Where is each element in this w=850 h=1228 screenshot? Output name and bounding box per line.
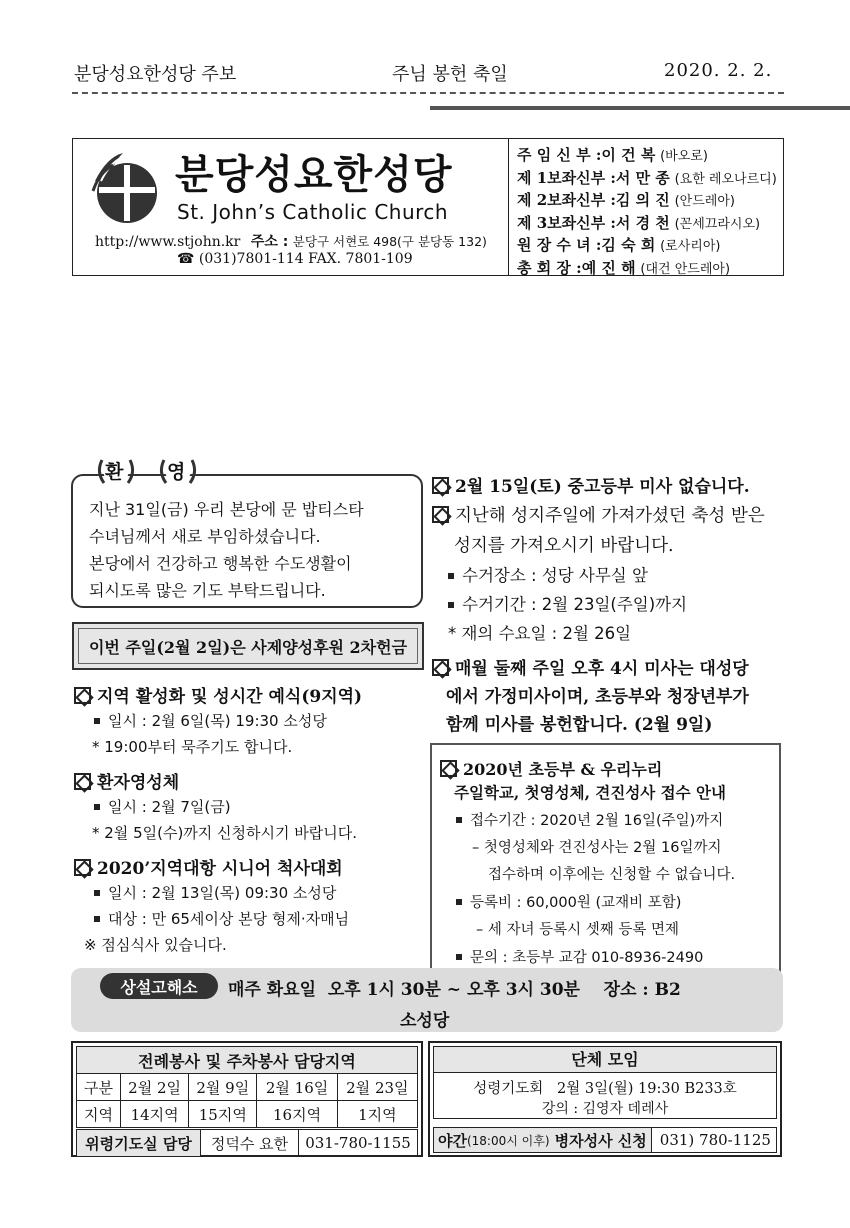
night-service-label: 야간 (18:00시 이후) 병자성사 신청	[434, 1128, 652, 1152]
group-meeting-panel	[433, 1046, 777, 1119]
notice-title: 환자영성체	[74, 768, 426, 796]
welcome-line: 수녀님께서 새로 부임하셨습니다.	[89, 527, 321, 546]
school-period: 접수기간 : 2020년 2월 16일(주일)까지	[456, 809, 723, 830]
special-collection-text: 이번 주일(2월 2일)은 사제양성후원 2차헌금	[78, 628, 418, 664]
bullet-icon	[456, 817, 462, 823]
staff-role: 원 장 수 녀 :	[517, 236, 602, 254]
staff-baptism-name: (바오로)	[660, 149, 708, 164]
service-table-box	[71, 1041, 423, 1157]
notice-title: 지난해 성지주일에 가져가셨던 축성 받은	[432, 502, 784, 532]
notice-title: 매월 둘째 주일 오후 4시 미사는 대성당	[432, 654, 784, 682]
bullet-icon	[456, 954, 462, 960]
staff-name: 김 의 진	[615, 191, 670, 209]
table-header-cell: 구분	[77, 1074, 121, 1101]
checkbox-icon	[74, 859, 91, 876]
staff-row	[517, 213, 777, 236]
welcome-line: 지난 31일(금) 우리 본당에 문 밥티스타	[89, 500, 364, 519]
notice-item: 수거기간 : 2월 23일(주일)까지	[432, 591, 784, 620]
school-contact: 문의 : 초등부 교감 010-8936-2490	[456, 946, 703, 967]
school-registration-box	[430, 743, 781, 973]
notice-title: 2020’지역대항 시니어 척사대회	[74, 854, 426, 882]
confession-text-2: 소성당	[400, 1011, 450, 1031]
bullet-icon	[456, 899, 462, 905]
bullet-icon	[94, 718, 100, 724]
bulletin-name: 분당성요한성당 주보	[74, 64, 237, 85]
table-cell: 1지역	[337, 1101, 417, 1128]
bulletin-date: 2020. 2. 2.	[664, 60, 773, 81]
notice-line: 성지를 가져오시기 바랍니다.	[454, 536, 674, 556]
bullet-icon	[94, 804, 100, 810]
welcome-line: 본당에서 건강하고 행복한 수도생활이	[89, 554, 352, 573]
notice-item: 일시 : 2월 7일(금)	[74, 796, 426, 822]
staff-row	[517, 168, 777, 191]
table-header-cell: 2월 23일	[337, 1074, 417, 1101]
header-dashed-rule	[72, 92, 784, 94]
school-period-note: 접수하며 이후에는 신청할 수 없습니다.	[488, 867, 736, 883]
checkbox-icon	[440, 760, 457, 777]
service-table-title: 전례봉사 및 주차봉사 담당지역	[77, 1047, 418, 1074]
notice-item: ※ 점심식사 있습니다.	[84, 936, 227, 954]
notice-item: 대상 : 만 65세이상 본당 형제·자매님	[74, 908, 426, 934]
table-header-cell: 2월 16일	[257, 1074, 337, 1101]
prayer-room-table	[76, 1129, 418, 1157]
school-title: 2020년 초등부 & 우리누리	[440, 757, 662, 780]
welcome-text	[89, 496, 419, 604]
church-url[interactable]: http://www.stjohn.kr	[95, 234, 241, 250]
notice-item: * 19:00부터 묵주기도 합니다.	[92, 738, 293, 756]
staff-role: 제 1보좌신부 :	[517, 168, 616, 187]
group-meeting-line: 성령기도회 2월 3일(월) 19:30 B233호	[473, 1081, 737, 1097]
table-header-cell: 2월 2일	[121, 1074, 189, 1101]
checkbox-icon	[74, 687, 91, 704]
prayer-room-label: 위령기도실 담당	[77, 1130, 201, 1157]
checkbox-icon	[432, 659, 449, 676]
church-phone: ☎ (031)7801-114 FAX. 7801-109	[177, 251, 413, 267]
church-name-en: St. John’s Catholic Church	[177, 200, 449, 224]
right-notices	[432, 472, 784, 738]
staff-role: 주 임 신 부 :	[517, 146, 602, 164]
church-identity	[73, 139, 509, 275]
school-fee: 등록비 : 60,000원 (교재비 포함)	[456, 891, 681, 912]
notice-item: * 2월 5일(수)까지 신청하시기 바랍니다.	[92, 824, 357, 842]
church-logo-icon	[89, 151, 161, 227]
staff-baptism-name: (대건 안드레아)	[640, 261, 731, 277]
staff-role: 총 회 장 :	[517, 258, 582, 277]
notice-item: 수거장소 : 성당 사무실 앞	[432, 562, 784, 591]
night-service-phone: 031) 780-1125	[659, 1131, 771, 1149]
bullet-icon	[448, 602, 454, 608]
notice-title: 지역 활성화 및 성시간 예식(9지역)	[74, 682, 426, 710]
church-header-box	[72, 138, 784, 276]
table-cell: 15지역	[189, 1101, 257, 1128]
night-service-row	[433, 1127, 777, 1153]
staff-role: 제 2보좌신부 :	[517, 191, 616, 209]
bullet-icon	[94, 916, 100, 922]
notice-title: 2월 15일(토) 중고등부 미사 없습니다.	[432, 472, 784, 502]
table-cell: 14지역	[121, 1101, 189, 1128]
prayer-room-phone: 031-780-1155	[299, 1130, 418, 1157]
left-notices	[74, 682, 426, 960]
confession-text: 매주 화요일 오후 1시 30분 ~ 오후 3시 30분 장소 : B2	[228, 980, 681, 1000]
welcome-line: 되시도록 많은 기도 부탁드립니다.	[89, 581, 326, 600]
church-contact-line	[95, 231, 487, 251]
school-subtitle: 주일학교, 첫영성체, 견진성사 접수 안내	[454, 783, 726, 802]
service-table	[76, 1046, 418, 1128]
staff-row	[517, 258, 777, 281]
church-address: 분당구 서현로 498(구 분당동 132)	[292, 234, 487, 249]
notice-item: 일시 : 2월 6일(목) 19:30 소성당	[74, 710, 426, 736]
staff-baptism-name: (꼰세끄라시오)	[674, 216, 761, 232]
address-label: 주소 :	[250, 234, 289, 250]
staff-name: 예 진 해	[581, 258, 636, 277]
notice-line: 함께 미사를 봉헌합니다. (2월 9일)	[446, 715, 713, 735]
church-name-ko: 분당성요한성당	[175, 152, 453, 198]
staff-baptism-name: (요한 레오나르디)	[674, 171, 777, 187]
group-meeting-box	[428, 1041, 782, 1157]
checkbox-icon	[432, 506, 449, 523]
school-fee-note: – 세 자녀 등록시 셋째 등록 면제	[476, 922, 679, 938]
table-cell: 지역	[77, 1101, 121, 1128]
feast-title: 주님 봉헌 축일	[392, 64, 508, 85]
table-header-cell: 2월 9일	[189, 1074, 257, 1101]
confession-label: 상설고해소	[100, 973, 218, 999]
table-cell: 16지역	[257, 1101, 337, 1128]
prayer-room-name: 정덕수 요한	[201, 1130, 299, 1157]
welcome-badges	[94, 452, 204, 488]
staff-list	[517, 145, 777, 280]
special-collection-box	[72, 622, 424, 670]
welcome-box	[71, 474, 423, 608]
welcome-badge-2: 영	[167, 461, 186, 483]
staff-name: 이 건 복	[601, 146, 656, 164]
staff-row	[517, 145, 777, 168]
staff-name: 서 경 천	[615, 213, 670, 232]
notice-line: 에서 가정미사이며, 초등부와 청장년부가	[446, 687, 749, 707]
school-period-note: – 첫영성체와 견진성사는 2월 16일까지	[472, 840, 722, 856]
group-meeting-title: 단체 모임	[434, 1047, 776, 1073]
checkbox-icon	[432, 477, 449, 494]
staff-row	[517, 190, 777, 213]
bullet-icon	[94, 890, 100, 896]
checkbox-icon	[74, 773, 91, 790]
staff-baptism-name: (안드레아)	[674, 194, 735, 209]
notice-item: 일시 : 2월 13일(목) 09:30 소성당	[74, 882, 426, 908]
header-solid-rule	[430, 106, 850, 110]
staff-name: 김 숙 희	[601, 236, 656, 254]
welcome-badge-1: 환	[105, 461, 124, 483]
staff-role: 제 3보좌신부 :	[517, 213, 616, 232]
staff-name: 서 만 종	[615, 168, 670, 187]
staff-baptism-name: (로사리아)	[660, 239, 721, 254]
bullet-icon	[448, 573, 454, 579]
notice-item: * 재의 수요일 : 2월 26일	[448, 624, 632, 643]
staff-row	[517, 235, 777, 258]
group-meeting-lecturer: 강의 : 김영자 데레사	[541, 1101, 669, 1117]
